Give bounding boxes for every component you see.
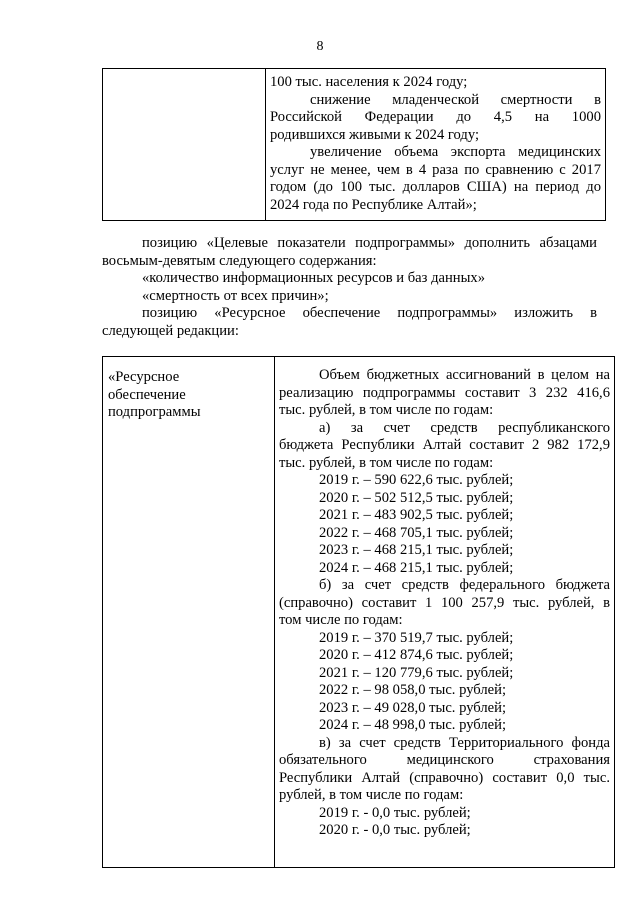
text-line: в) за счет средств Территориального фонда <box>319 734 610 751</box>
text-line: а) за счет средств республиканского <box>319 419 610 436</box>
text-line: 2024 года по Республике Алтай»; <box>270 196 477 213</box>
text-line: 2022 г. – 468 705,1 тыс. рублей; <box>319 524 514 541</box>
heading-line: «Ресурсное <box>108 369 180 385</box>
paragraph-mortality: «смертность от всех причин»; <box>142 287 329 304</box>
text-line: 2020 г. - 0,0 тыс. рублей; <box>319 822 471 838</box>
paragraph-resource-provision-line1: позицию «Ресурсное обеспечение подпрограммы» изложить в <box>142 305 597 321</box>
text-line: родившихся живыми к 2024 году; <box>270 126 480 143</box>
text-line: Объем бюджетных ассигнований в целом на <box>319 367 610 383</box>
text-line: 2019 г. - 0,0 тыс. рублей; <box>319 804 471 821</box>
table-cell-left-empty <box>103 69 266 221</box>
text-line: 100 тыс. населения к 2024 году; <box>270 74 468 90</box>
heading-line: обеспечение <box>108 386 186 403</box>
text-line: тыс. рублей, в том числе по годам: <box>279 402 494 418</box>
text-line: 2019 г. – 370 519,7 тыс. рублей; <box>319 629 514 646</box>
text-line: снижение младенческой смертности в <box>310 91 601 108</box>
paragraph-target-indicators-line2: восьмым-девятым следующего содержания: <box>102 252 377 269</box>
text-line: Российской Федерации до 4,5 на 1000 <box>270 109 601 125</box>
cell-text <box>279 367 610 840</box>
amendment-text <box>102 235 597 340</box>
paragraph-target-indicators-line1: позицию «Целевые показатели подпрограммы» дополнить абзацами <box>142 235 597 251</box>
text-line: бюджета Республики Алтай составит 2 982 172,9 <box>279 437 610 453</box>
text-line: 2022 г. – 98 058,0 тыс. рублей; <box>319 682 506 698</box>
text-line: реализацию подпрограммы составит 3 232 416,6 <box>279 384 610 401</box>
text-line: Республики Алтай (справочно) составит 0,0 тыс. <box>279 769 610 786</box>
text-line: 2023 г. – 49 028,0 тыс. рублей; <box>319 699 506 716</box>
paragraph-info-resources: «количество информационных ресурсов и баз данных» <box>142 270 485 286</box>
table-cell-heading <box>103 357 275 868</box>
text-line: годом (до 100 тыс. долларов США) на период до <box>270 179 601 195</box>
page-number: 8 <box>316 39 324 54</box>
text-line: тыс. рублей, в том числе по годам: <box>279 454 494 471</box>
paragraph-resource-provision-line2: следующей редакции: <box>102 322 239 339</box>
text-line: 2021 г. – 120 779,6 тыс. рублей; <box>319 664 514 681</box>
row-heading <box>108 369 270 422</box>
text-line: рублей, в том числе по годам: <box>279 787 464 803</box>
table-cell-content <box>275 357 615 868</box>
cell-text <box>270 74 601 214</box>
text-line: б) за счет средств федерального бюджета <box>319 577 610 593</box>
text-line: 2020 г. – 412 874,6 тыс. рублей; <box>319 647 514 663</box>
heading-line: подпрограммы <box>108 404 201 420</box>
text-line: обязательного медицинского страхования <box>279 752 610 768</box>
text-line: 2021 г. – 483 902,5 тыс. рублей; <box>319 507 514 523</box>
text-line: увеличение объема экспорта медицинских <box>310 144 601 160</box>
table-continuation <box>102 68 606 221</box>
text-line: услуг не менее, чем в 4 раза по сравнению с 2017 <box>270 161 601 178</box>
text-line: том числе по годам: <box>279 612 403 628</box>
text-line: 2024 г. – 48 998,0 тыс. рублей; <box>319 717 506 733</box>
table-cell-right <box>266 69 606 221</box>
text-line: (справочно) составит 1 100 257,9 тыс. рублей, в <box>279 594 610 611</box>
text-line: 2019 г. – 590 622,6 тыс. рублей; <box>319 472 514 488</box>
resource-provision-table <box>102 356 615 868</box>
table-row <box>103 69 606 221</box>
text-line: 2023 г. – 468 215,1 тыс. рублей; <box>319 542 514 558</box>
text-line: 2024 г. – 468 215,1 тыс. рублей; <box>319 559 514 576</box>
text-line: 2020 г. – 502 512,5 тыс. рублей; <box>319 489 514 506</box>
table-row <box>103 357 615 868</box>
